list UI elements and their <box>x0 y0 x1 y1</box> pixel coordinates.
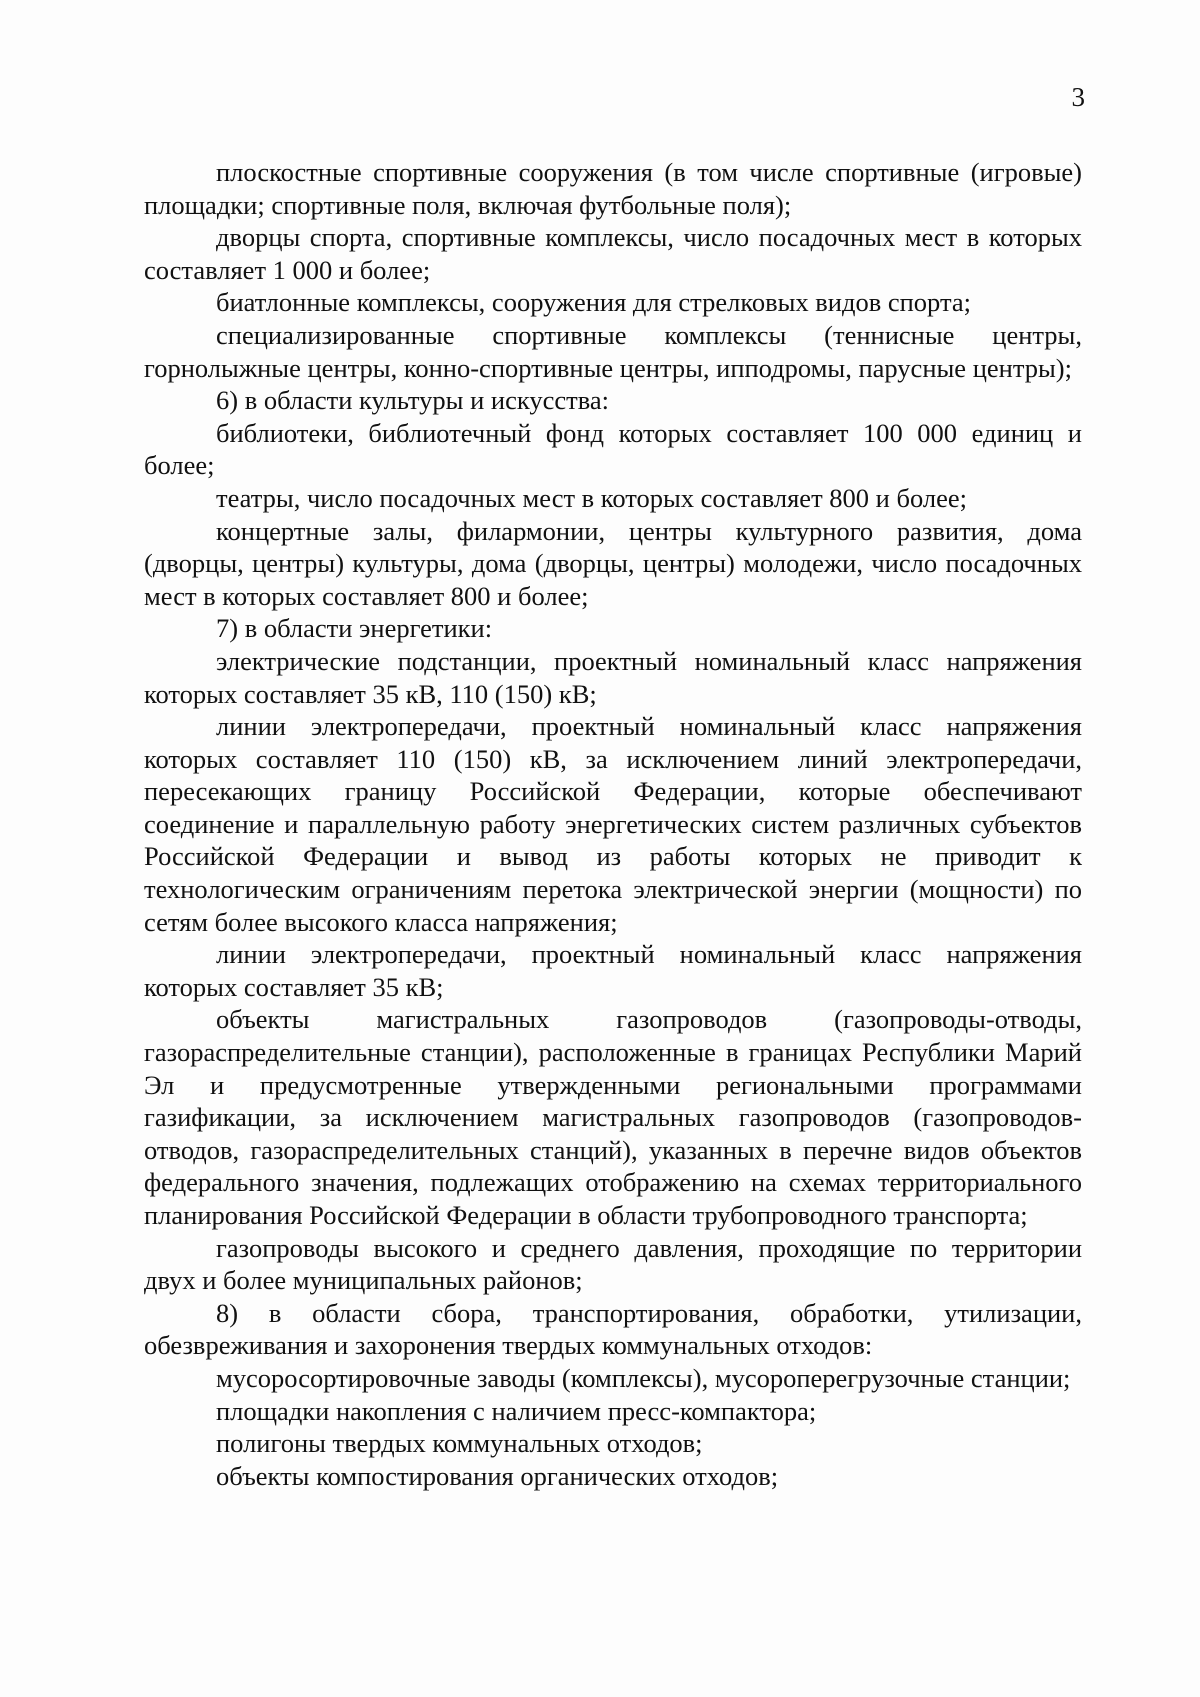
paragraph-flat-sports-facilities: плоскостные спортивные сооружения (в том числе спортивные (игровые) площадки; спортивные поля, включая футбольные поля); <box>144 157 1082 220</box>
paragraph-libraries: библиотеки, библиотечный фонд которых составляет 100 000 единиц и более; <box>144 417 1082 481</box>
paragraph-landfills: полигоны твердых коммунальных отходов; <box>216 1428 703 1459</box>
paragraph-gas-mains: объекты магистральных газопроводов (газопроводы-отводы, газораспределительные станции), расположенные в границах Республики Марий Эл и предусмотренные утвержденными региональными программами газификации, за исключением магистральных газопроводов (газопроводов-отводов, газораспределительных станций), указанных в перечне видов объектов федерального значения, подлежащих отображению на схемах территориального планирования Российской Федерации в области трубопроводного транспорта; <box>144 1004 1082 1230</box>
document-body <box>144 156 1082 1492</box>
paragraph-theatres: театры, число посадочных мест в которых составляет 800 и более; <box>216 482 967 513</box>
paragraph-sports-palaces: дворцы спорта, спортивные комплексы, число посадочных мест в которых составляет 1 000 и более; <box>144 222 1082 285</box>
paragraph-electric-substations: электрические подстанции, проектный номинальный класс напряжения которых составляет 35 кВ, 110 (150) кВ; <box>144 645 1082 709</box>
paragraph-accumulation-sites: площадки накопления с наличием пресс-компактора; <box>216 1395 817 1426</box>
page-number: 3 <box>1071 82 1085 112</box>
paragraph-specialized-sports-complexes: специализированные спортивные комплексы (теннисные центры, горнолыжные центры, конно-спортивные центры, ипподромы, парусные центры); <box>144 319 1082 383</box>
paragraph-biathlon-complexes: биатлонные комплексы, сооружения для стрелковых видов спорта; <box>216 287 971 318</box>
paragraph-power-lines-35: линии электропередачи, проектный номинальный класс напряжения которых составляет 35 кВ; <box>144 939 1082 1002</box>
paragraph-concert-halls: концертные залы, филармонии, центры культурного развития, дома (дворцы, центры) культуры, дома (дворцы, центры) молодежи, число посадочных мест в которых составляет 800 и более; <box>144 515 1082 611</box>
paragraph-energy-heading: 7) в области энергетики: <box>216 613 493 644</box>
paragraph-culture-heading: 6) в области культуры и искусства: <box>216 385 609 416</box>
paragraph-gas-pipelines: газопроводы высокого и среднего давления, проходящие по территории двух и более муниципальных районов; <box>144 1232 1082 1296</box>
paragraph-waste-heading: 8) в области сбора, транспортирования, обработки, утилизации, обезвреживания и захоронения твердых коммунальных отходов: <box>144 1297 1082 1361</box>
paragraph-composting: объекты компостирования органических отходов; <box>216 1460 779 1491</box>
paragraph-power-lines-110: линии электропередачи, проектный номинальный класс напряжения которых составляет 110 (150) кВ, за исключением линий электропередачи, пересекающих границу Российской Федерации, которые обеспечивают соединение и параллельную работу энергетических систем различных субъектов Российской Федерации и вывод из работы которых не приводит к технологическим ограничениям перетока электрической энергии (мощности) по сетям более высокого класса напряжения; <box>144 711 1082 937</box>
paragraph-sorting-plants: мусоросортировочные заводы (комплексы), мусороперегрузочные станции; <box>216 1362 1071 1393</box>
